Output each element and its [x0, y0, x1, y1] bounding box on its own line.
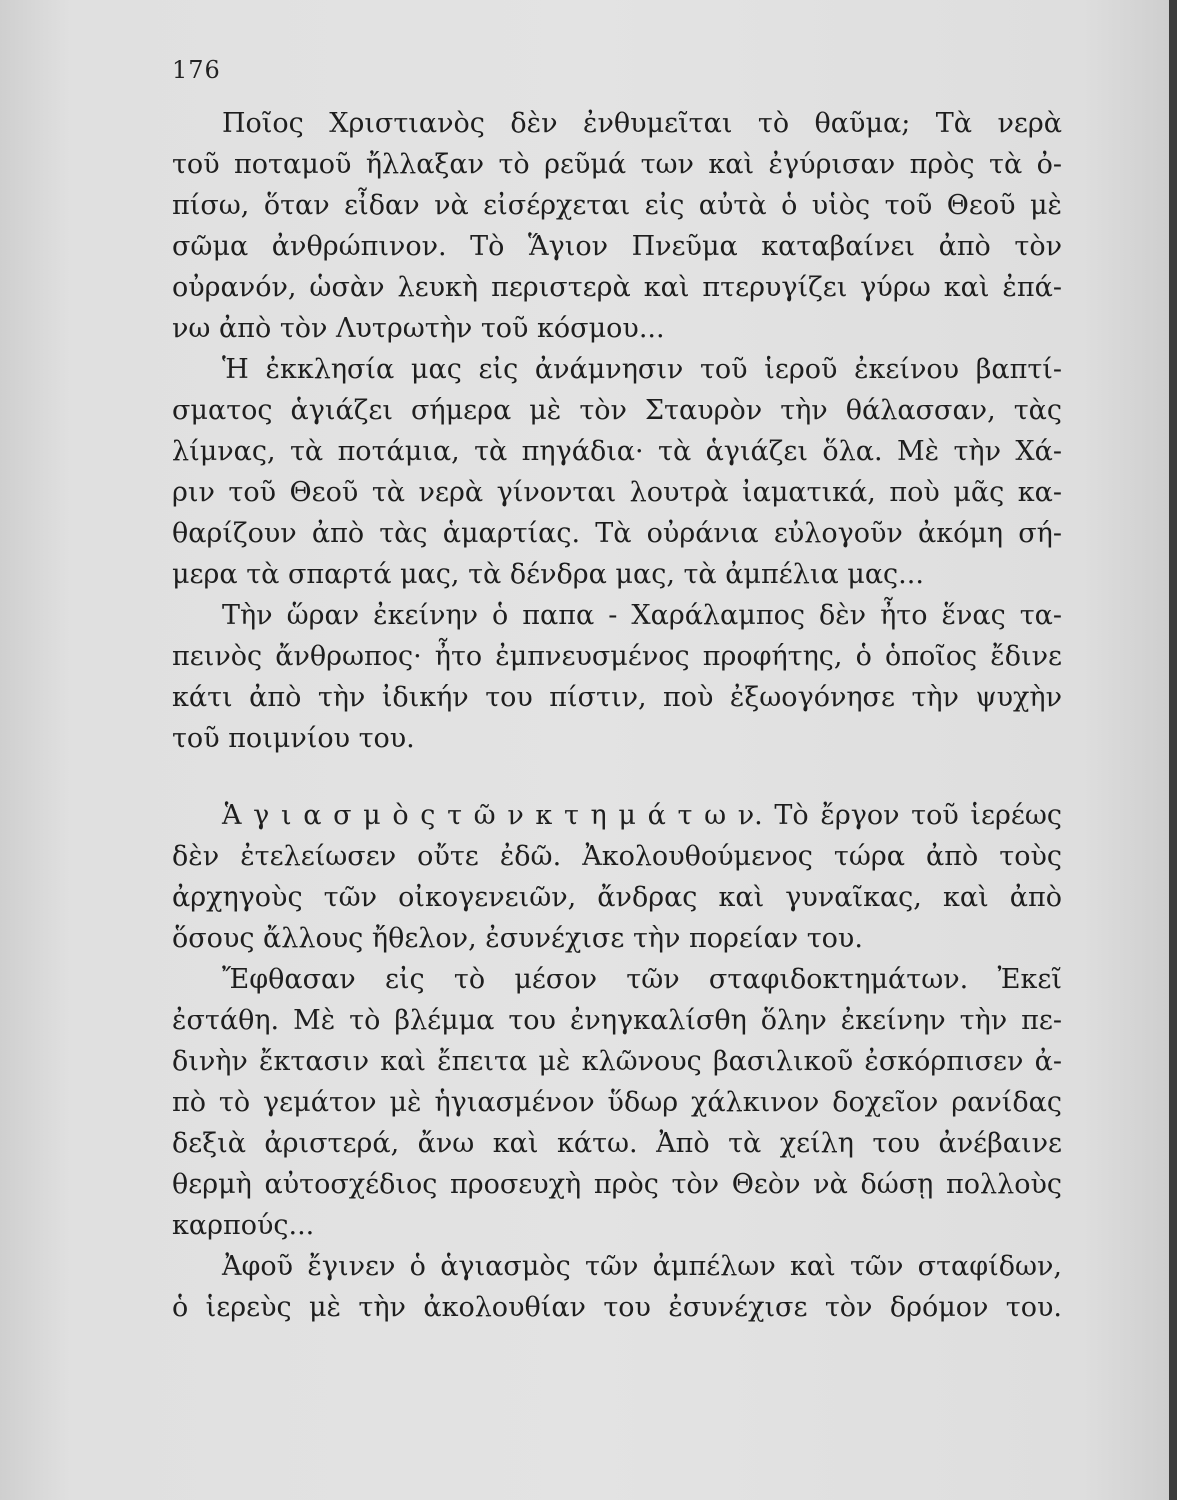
- text-line: λίμνας, τὰ ποτάμια, τὰ πηγάδια· τὰ ἁγιάζει ὅλα. Μὲ τὴν Χά-: [172, 436, 1062, 467]
- text-line: σματος ἁγιάζει σήμερα μὲ τὸν Σταυρὸν τὴν θάλασσαν, τὰς: [172, 395, 1062, 426]
- text-line: τοῦ ποιμνίου του.: [172, 723, 415, 754]
- text-line: πὸ τὸ γεμάτον μὲ ἡγιασμένον ὕδωρ χάλκινον δοχεῖον ρανίδας: [172, 1087, 1062, 1118]
- page-spine-shadow: [1169, 0, 1177, 1500]
- text-line: δεξιὰ ἀριστερά, ἄνω καὶ κάτω. Ἀπὸ τὰ χείλη του ἀνέβαινε: [172, 1128, 1062, 1159]
- text-line: καρπούς...: [172, 1210, 315, 1241]
- text-line: κάτι ἀπὸ τὴν ἰδικήν του πίστιν, ποὺ ἐξωογόνησε τὴν ψυχὴν: [172, 682, 1062, 713]
- text-line: δινὴν ἔκτασιν καὶ ἔπειτα μὲ κλῶνους βασιλικοῦ ἐσκόρπισεν ἀ-: [172, 1046, 1062, 1077]
- text-line: νω ἀπὸ τὸν Λυτρωτὴν τοῦ κόσμου...: [172, 313, 665, 344]
- text-line: σῶμα ἀνθρώπινον. Τὸ Ἅγιον Πνεῦμα καταβαίνει ἀπὸ τὸν: [172, 231, 1062, 262]
- text-line: θαρίζουν ἀπὸ τὰς ἁμαρτίας. Τὰ οὐράνια εὐλογοῦν ἀκόμη σή-: [172, 518, 1062, 549]
- text-line: δὲν ἐτελείωσεν οὔτε ἐδῶ. Ἀκολουθούμενος τώρα ἀπὸ τοὺς: [172, 841, 1062, 872]
- text-line: Ποῖος Χριστιανὸς δὲν ἐνθυμεῖται τὸ θαῦμα; Τὰ νερὰ: [222, 108, 1062, 139]
- page-number: 176: [172, 56, 221, 84]
- text-line: τοῦ ποταμοῦ ἤλλαξαν τὸ ρεῦμά των καὶ ἐγύρισαν πρὸς τὰ ὀ-: [172, 149, 1062, 180]
- text-line: πίσω, ὅταν εἶδαν νὰ εἰσέρχεται εἰς αὐτὰ ὁ υἱὸς τοῦ Θεοῦ μὲ: [172, 190, 1062, 221]
- text-line: πεινὸς ἄνθρωπος· ἦτο ἐμπνευσμένος προφήτης, ὁ ὁποῖος ἔδινε: [172, 641, 1062, 672]
- text-line: Ἀφοῦ ἔγινεν ὁ ἁγιασμὸς τῶν ἀμπέλων καὶ τῶν σταφίδων,: [222, 1251, 1062, 1282]
- text-line: Ἡ ἐκκλησία μας εἰς ἀνάμνησιν τοῦ ἱεροῦ ἐκείνου βαπτί-: [222, 354, 1062, 385]
- text-line: Ἔφθασαν εἰς τὸ μέσον τῶν σταφιδοκτημάτων. Ἐκεῖ: [222, 964, 1062, 995]
- body-text: [172, 103, 1062, 1328]
- text-line: μερα τὰ σπαρτά μας, τὰ δένδρα μας, τὰ ἀμπέλια μας...: [172, 559, 924, 590]
- section-heading-line: Ἁ γ ι α σ μ ὸ ς τ ῶ ν κ τ η μ ά τ ω ν. Τὸ ἔργον τοῦ ἱερέως: [222, 800, 1062, 831]
- text-line: ἐστάθη. Μὲ τὸ βλέμμα του ἐνηγκαλίσθη ὅλην ἐκείνην τὴν πε-: [172, 1005, 1062, 1036]
- text-line: ἀρχηγοὺς τῶν οἰκογενειῶν, ἄνδρας καὶ γυναῖκας, καὶ ἀπὸ: [172, 882, 1062, 913]
- text-line: Τὴν ὥραν ἐκείνην ὁ παπα - Χαράλαμπος δὲν ἦτο ἕνας τα-: [222, 600, 1062, 631]
- text-line: οὐρανόν, ὡσὰν λευκὴ περιστερὰ καὶ πτερυγίζει γύρω καὶ ἐπά-: [172, 272, 1062, 303]
- text-line: θερμὴ αὐτοσχέδιος προσευχὴ πρὸς τὸν Θεὸν νὰ δώσῃ πολλοὺς: [172, 1169, 1062, 1200]
- text-line: ὁ ἱερεὺς μὲ τὴν ἀκολουθίαν του ἐσυνέχισε τὸν δρόμον του.: [172, 1292, 1062, 1323]
- text-line: ὅσους ἄλλους ἤθελον, ἐσυνέχισε τὴν πορείαν του.: [172, 923, 863, 954]
- text-line: ριν τοῦ Θεοῦ τὰ νερὰ γίνονται λουτρὰ ἰαματικά, ποὺ μᾶς κα-: [172, 477, 1062, 508]
